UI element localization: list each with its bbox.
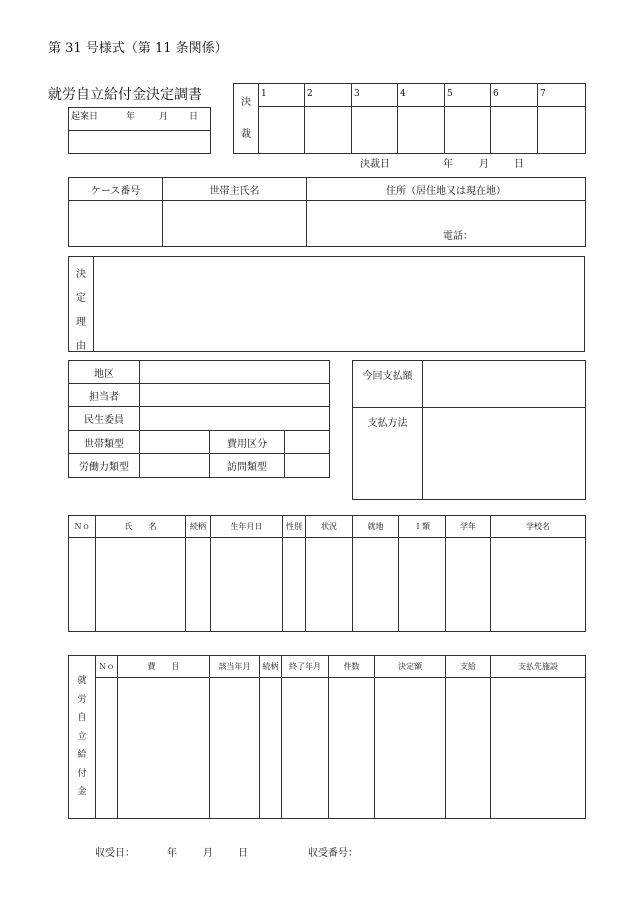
benefit-table [68, 655, 586, 819]
benefit-cell[interactable] [118, 678, 210, 819]
benefit-side-char: 就 [77, 676, 87, 687]
decision-reason-label [69, 263, 93, 359]
benefit-side-char: 給 [77, 750, 87, 761]
district-field[interactable] [140, 361, 330, 384]
case-number-field[interactable] [69, 201, 163, 247]
visit-type-label: 訪問類型 [210, 454, 285, 478]
members-cell[interactable] [283, 538, 306, 632]
benefit-header-cell: 費 目 [118, 656, 210, 678]
approval-stamp-field[interactable] [491, 107, 538, 154]
address-field[interactable] [307, 201, 586, 247]
members-cell[interactable] [446, 538, 491, 632]
members-header-cell: 氏 名 [96, 516, 186, 538]
approval-date-day: 日 [514, 159, 524, 170]
benefit-side-char: 立 [77, 731, 87, 742]
household-type-label: 世帯類型 [69, 431, 140, 454]
benefit-header-cell: Ｎｏ [96, 656, 118, 678]
approval-slot-label: 2 [307, 89, 313, 99]
address-header: 住所（居住地又は現在地） [307, 178, 586, 201]
members-header-cell: 学校名 [491, 516, 586, 538]
staff-field[interactable] [140, 384, 330, 407]
draft-date-field[interactable] [70, 132, 209, 152]
visit-type-field[interactable] [285, 454, 330, 478]
approval-side-char-1: 決 [241, 96, 251, 108]
case-number-header: ケース番号 [69, 178, 163, 201]
members-header-cell: 生年月日 [211, 516, 283, 538]
draft-date-year: 年 [126, 112, 136, 122]
benefit-cell[interactable] [282, 678, 329, 819]
benefit-cell[interactable] [329, 678, 375, 819]
benefit-header-cell: 決定額 [375, 656, 446, 678]
payment-amount-field[interactable] [423, 361, 586, 408]
members-header-cell: 続柄 [186, 516, 211, 538]
benefit-cell[interactable] [375, 678, 446, 819]
benefit-side-char: 金 [77, 787, 87, 798]
payment-amount-label: 今回支払額 [362, 371, 413, 382]
members-cell[interactable] [306, 538, 353, 632]
approval-slot-label: 1 [261, 89, 267, 99]
received-date-year: 年 [167, 848, 177, 859]
approval-slot-label: 5 [447, 89, 453, 99]
labor-type-label: 労働力類型 [69, 454, 140, 478]
benefit-header-cell: 件数 [329, 656, 375, 678]
draft-date-day: 日 [189, 112, 199, 122]
approval-slot-label: 7 [540, 89, 546, 99]
benefit-side-char: 労 [77, 694, 87, 705]
labor-type-field[interactable] [140, 454, 210, 478]
approval-date-label: 決裁日 [360, 159, 390, 170]
members-cell[interactable] [353, 538, 399, 632]
benefit-side-char: 自 [77, 713, 87, 724]
benefit-side-char: 付 [77, 768, 87, 779]
approval-slot-label: 3 [354, 89, 360, 99]
decision-reason-box [68, 256, 585, 352]
draft-date-box [68, 107, 211, 154]
members-header-cell: Ｎｏ [69, 516, 96, 538]
form-number: 第 31 号様式（第 11 条関係） [48, 41, 228, 56]
approval-side-char-2: 裁 [241, 128, 251, 140]
reason-char: 決 [76, 269, 86, 280]
benefit-cell[interactable] [210, 678, 260, 819]
received-date-label: 収受日： [95, 848, 135, 859]
staff-label: 担当者 [69, 384, 140, 407]
case-table [68, 177, 586, 247]
payment-table [352, 360, 586, 500]
reason-char: 由 [76, 341, 86, 352]
members-cell[interactable] [186, 538, 211, 632]
members-header-cell: Ｉ類 [399, 516, 446, 538]
head-name-field[interactable] [163, 201, 307, 247]
reason-char: 理 [76, 317, 86, 328]
approval-slot-label: 4 [400, 89, 406, 99]
district-label: 地区 [69, 361, 140, 384]
approval-stamp-field[interactable] [538, 107, 586, 154]
benefit-header-cell: 支給 [446, 656, 491, 678]
received-number-label: 収受番号： [308, 848, 358, 859]
payment-amount-cell [353, 361, 423, 408]
benefit-header-cell: 支払先施設 [491, 656, 586, 678]
commissioner-field[interactable] [140, 407, 330, 431]
page-title: 就労自立給付金決定調書 [48, 87, 202, 103]
members-header-cell: 状況 [306, 516, 353, 538]
head-name-header: 世帯主氏名 [163, 178, 307, 201]
members-header-cell: 就地 [353, 516, 399, 538]
household-type-field[interactable] [140, 431, 210, 454]
draft-date-label: 起案日 [71, 112, 99, 122]
info-table [68, 360, 330, 478]
payment-method-field[interactable] [423, 408, 586, 500]
approval-date-month: 月 [479, 159, 489, 170]
members-table [68, 515, 586, 632]
benefit-cell[interactable] [491, 678, 586, 819]
approval-stamp-field[interactable] [259, 107, 305, 154]
members-cell[interactable] [69, 538, 96, 632]
benefit-cell[interactable] [446, 678, 491, 819]
received-date-day: 日 [238, 848, 248, 859]
phone-label: 電話： [443, 231, 473, 242]
approval-date-year: 年 [443, 159, 453, 170]
reason-char: 定 [76, 293, 86, 304]
expense-category-label: 費用区分 [210, 431, 285, 454]
members-header-cell: 学年 [446, 516, 491, 538]
decision-reason-field[interactable] [95, 258, 583, 350]
approval-slot-label: 6 [493, 89, 499, 99]
members-cell[interactable] [96, 538, 186, 632]
benefit-header-cell: 終了年月 [282, 656, 329, 678]
approval-stamp-field[interactable] [305, 107, 352, 154]
benefit-cell[interactable] [260, 678, 282, 819]
benefit-side-label [69, 656, 96, 819]
members-cell[interactable] [399, 538, 446, 632]
benefit-header-cell: 続柄 [260, 656, 282, 678]
members-cell[interactable] [491, 538, 586, 632]
members-cell[interactable] [211, 538, 283, 632]
approval-stamp-field[interactable] [352, 107, 398, 154]
payment-method-label: 支払方法 [367, 418, 408, 429]
payment-method-cell [353, 408, 423, 500]
approval-stamp-field[interactable] [445, 107, 491, 154]
benefit-cell[interactable] [96, 678, 118, 819]
approval-side-label [234, 84, 259, 154]
commissioner-label: 民生委員 [69, 407, 140, 431]
members-header-cell: 性別 [283, 516, 306, 538]
approval-stamp-field[interactable] [398, 107, 445, 154]
benefit-header-cell: 該当年月 [210, 656, 260, 678]
approval-table [233, 83, 586, 154]
received-date-month: 月 [203, 848, 213, 859]
expense-category-field[interactable] [285, 431, 330, 454]
draft-date-month: 月 [159, 112, 169, 122]
